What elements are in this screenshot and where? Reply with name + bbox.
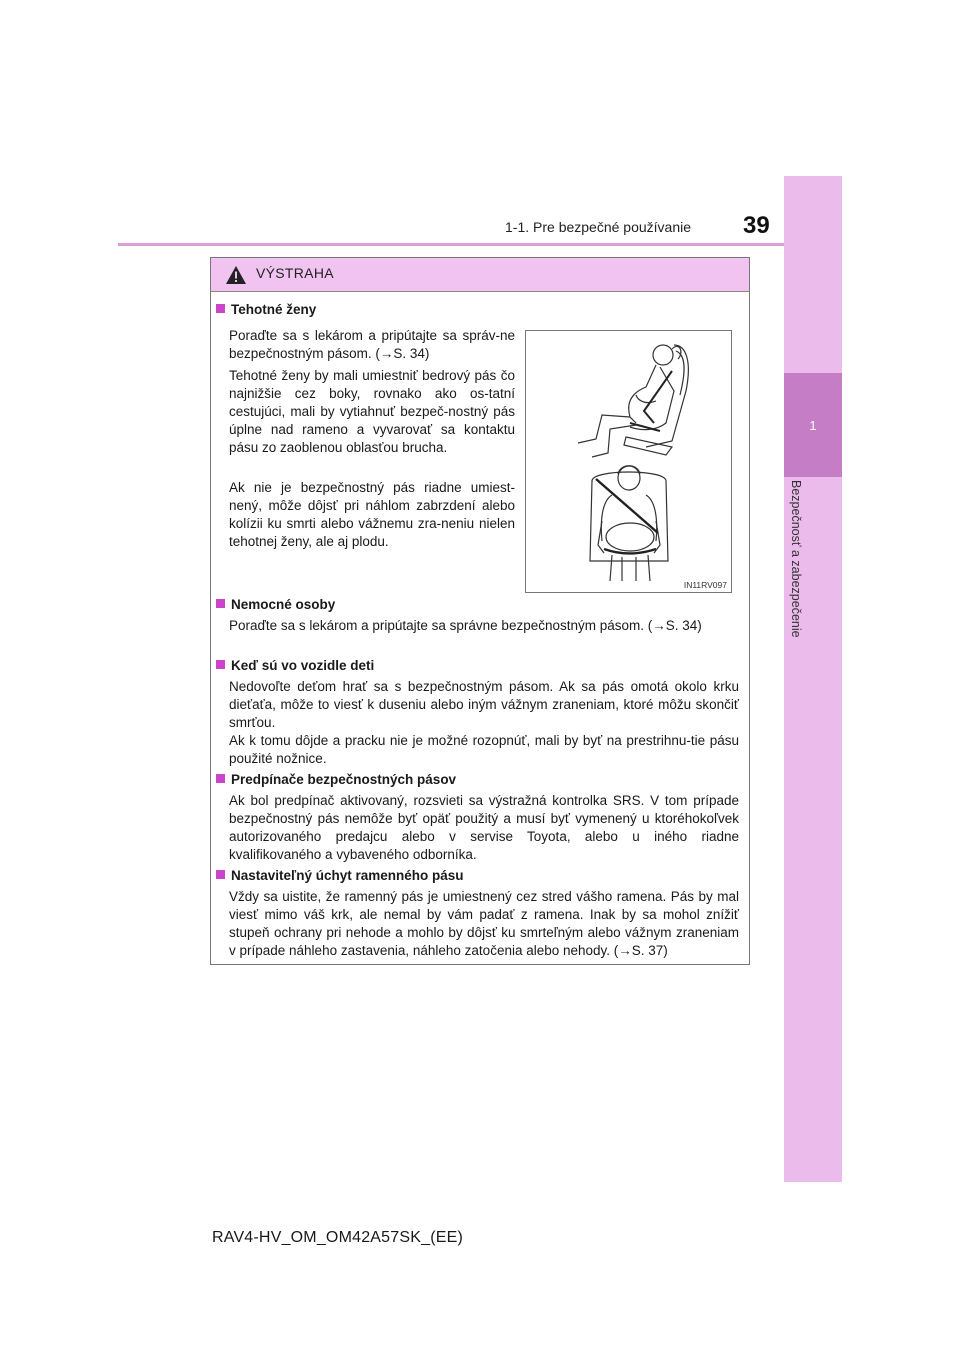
warning-header — [211, 258, 749, 292]
pregnant-woman-seatbelt-illustration-icon — [526, 331, 731, 592]
section-heading-shoulder-anchor: Nastaviteľný úchyt ramenného pásu — [216, 868, 464, 883]
section-heading-pregnant: Tehotné ženy — [216, 302, 316, 317]
chapter-title: Bezpečnosť a zabezpečenie — [789, 480, 803, 638]
paragraph-pretensioners-1: Ak bol predpínač aktivovaný, rozsvieti sa výstražná kontrolka SRS. V tom prípade bezpečnostný pás nemôže byť opäť použitý a musí byť vymenený u ktoréhokoľvek autorizovaného predajcu alebo v servise Toyota, alebo u iného riadne kvalifikovaného a vybaveného odborníka. — [229, 793, 739, 862]
header-divider — [118, 243, 814, 246]
bullet-square-icon — [216, 870, 225, 879]
document-code: RAV4-HV_OM_OM42A57SK_(EE) — [212, 1229, 464, 1246]
figure-code: IN11RV097 — [683, 580, 727, 590]
paragraph-pregnant-3: Ak nie je bezpečnostný pás riadne umiest-nený, môže dôjsť pri náhlom zabrzdení alebo kolízii ku smrti alebo vážnemu zra-neniu nielen tehotnej ženy, ale aj plodu. — [229, 480, 515, 549]
paragraph-sick-1: Poraďte sa s lekárom a pripútajte sa správne bezpečnostným pásom. (→S. 34) — [229, 618, 702, 633]
chapter-number: 1 — [809, 418, 817, 433]
paragraph-pregnant-1: Poraďte sa s lekárom a pripútajte sa správ-ne bezpečnostným pásom. (→S. 34) — [229, 328, 515, 361]
bullet-square-icon — [216, 660, 225, 669]
paragraph-pregnant-2: Tehotné ženy by mali umiestniť bedrový pás čo najnižšie cez boky, rovnako ako os-tatní cestujúci, mali by vytiahnuť bezpeč-nostný pás úplne nad rameno a vyvarovať sa kontaktu pásu zo zaoblenou oblasťou brucha. — [229, 368, 515, 455]
bullet-square-icon — [216, 774, 225, 783]
paragraph-children-2: Ak k tomu dôjde a pracku nie je možné rozopnúť, mali by byť na prestrihnu-tie pásu použité nožnice. — [229, 733, 739, 766]
bullet-square-icon — [216, 304, 225, 313]
paragraph-shoulder-anchor-1: Vždy sa uistite, že ramenný pás je umiestnený cez stred vášho ramena. Pás by mal viesť mimo váš krk, ale nemal by vám padať z ramena. Inak by sa mohol znížiť stupeň ochrany pri nehode a mohlo by dôjsť ku smrteľným alebo vážnym zraneniam v prípade náhleho zastavenia, náhleho zatočenia alebo nehody. (→S. 37) — [229, 889, 739, 958]
paragraph-children-1: Nedovoľte deťom hrať sa s bezpečnostným pásom. Ak sa pás omotá okolo krku dieťaťa, môže to viesť k duseniu alebo iným vážnym zraneniam, ktoré môžu skončiť smrťou. — [229, 679, 739, 730]
section-heading-sick: Nemocné osoby — [216, 597, 335, 612]
bullet-square-icon — [216, 599, 225, 608]
section-heading-children: Keď sú vo vozidle deti — [216, 658, 374, 673]
section-heading-pretensioners: Predpínače bezpečnostných pásov — [216, 772, 456, 787]
section-title: 1-1. Pre bezpečné používanie — [505, 219, 692, 235]
warning-triangle-icon — [225, 265, 247, 285]
page-number: 39 — [743, 212, 770, 239]
seatbelt-illustration — [525, 330, 732, 593]
chapter-side-tab — [784, 176, 842, 1182]
warning-label: VÝSTRAHA — [256, 265, 334, 281]
